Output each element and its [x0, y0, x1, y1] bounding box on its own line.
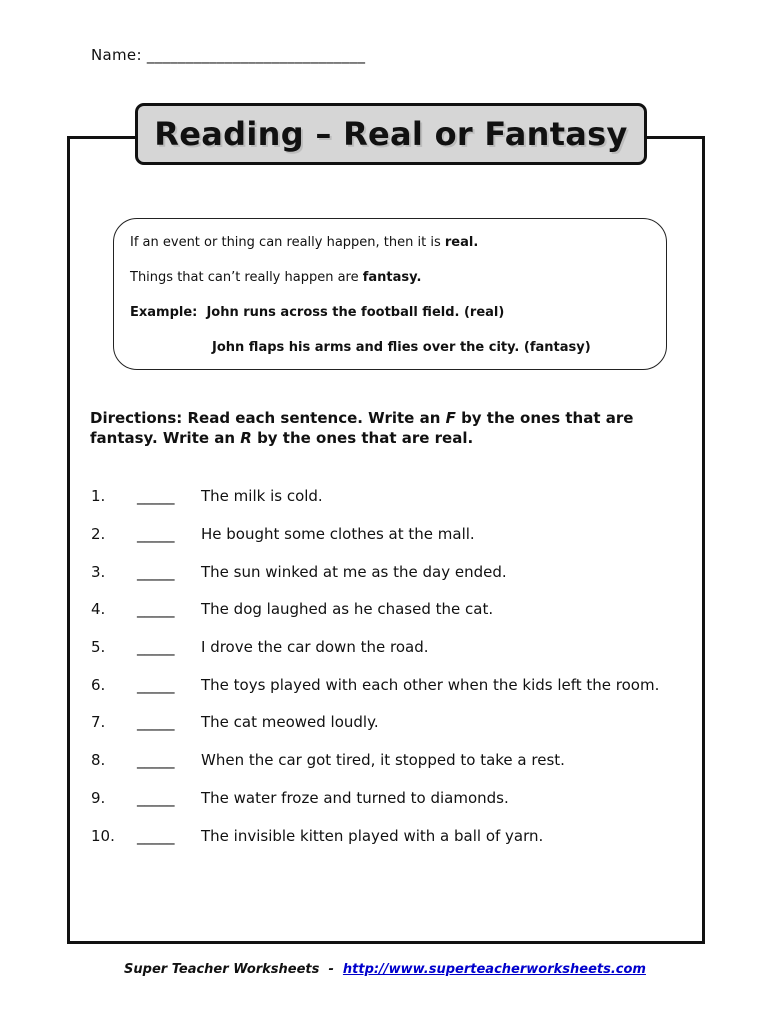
footer-brand: Super Teacher Worksheets	[124, 962, 320, 977]
example-line-2: John flaps his arms and flies over the city. (fantasy)	[212, 340, 591, 355]
answer-blank: _____	[137, 789, 175, 807]
item-number: 4.	[91, 600, 106, 618]
item-sentence: The cat meowed loudly.	[201, 713, 379, 731]
answer-blank: _____	[137, 600, 175, 618]
letter-f: F	[445, 409, 456, 427]
item-sentence: I drove the car down the road.	[201, 638, 429, 656]
item-sentence: The invisible kitten played with a ball of yarn.	[201, 827, 544, 845]
item-sentence: The sun winked at me as the day ended.	[201, 563, 507, 581]
directions: Directions: Read each sentence. Write an F by the ones that are fantasy. Write an R by the ones that are real.	[90, 409, 634, 447]
item-number: 3.	[91, 563, 106, 581]
definition-box	[113, 218, 667, 370]
footer-link[interactable]: http://www.superteacherworksheets.com	[342, 962, 646, 977]
item-number: 10.	[91, 827, 115, 845]
item-number: 7.	[91, 713, 106, 731]
answer-blank: _____	[137, 827, 175, 845]
item-sentence: The milk is cold.	[201, 487, 323, 505]
title-banner	[135, 103, 647, 165]
item-number: 5.	[91, 638, 106, 656]
name-field	[91, 46, 365, 64]
item-number: 9.	[91, 789, 106, 807]
page-title: Reading – Real or Fantasy	[154, 115, 628, 153]
item-number: 8.	[91, 751, 106, 769]
item-sentence: The toys played with each other when the kids left the room.	[201, 676, 660, 694]
footer	[0, 962, 770, 977]
item-number: 6.	[91, 676, 106, 694]
item-sentence: The water froze and turned to diamonds.	[201, 789, 509, 807]
answer-blank: _____	[137, 525, 175, 543]
answer-blank: _____	[137, 638, 175, 656]
definition-real: If an event or thing can really happen, then it is real.	[130, 235, 479, 250]
answer-blank: _____	[137, 563, 175, 581]
item-sentence: The dog laughed as he chased the cat.	[201, 600, 494, 618]
answer-blank: _____	[137, 487, 175, 505]
answer-blank: _____	[137, 713, 175, 731]
answer-blank: _____	[137, 676, 175, 694]
letter-r: R	[240, 429, 252, 447]
footer-separator: -	[328, 962, 334, 977]
answer-blank: _____	[137, 751, 175, 769]
item-sentence: When the car got tired, it stopped to take a rest.	[201, 751, 565, 769]
item-number: 2.	[91, 525, 106, 543]
definition-fantasy: Things that can’t really happen are fantasy.	[130, 270, 422, 285]
name-label: Name:	[91, 46, 142, 64]
example-label: Example:	[130, 305, 198, 320]
item-number: 1.	[91, 487, 106, 505]
name-blank: ____________________________	[146, 46, 366, 64]
example-line-1: Example: John runs across the football field. (real)	[130, 305, 505, 320]
item-sentence: He bought some clothes at the mall.	[201, 525, 475, 543]
